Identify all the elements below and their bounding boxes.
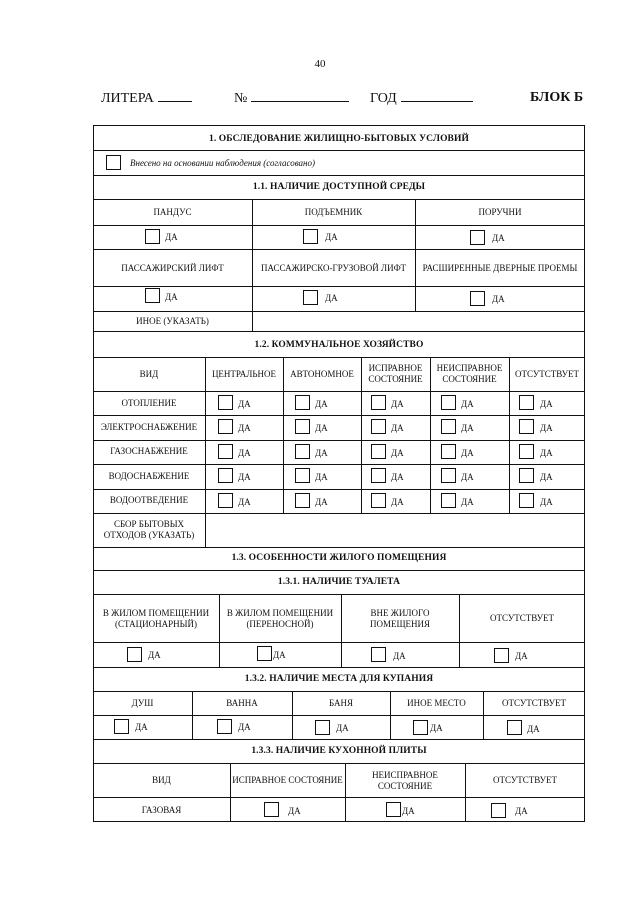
toilet-absent-checkbox[interactable] [494, 648, 509, 663]
utility-water-checkbox[interactable] [218, 468, 233, 483]
utility-gas-checkbox[interactable] [519, 444, 534, 459]
utility-electricity-label: ЭЛЕКТРОСНАБЖЕНИЕ [100, 422, 198, 433]
stove-gas-faulty-checkbox[interactable] [386, 802, 401, 817]
utility-electricity-checkbox[interactable] [371, 419, 386, 434]
utility-sewage-checkbox[interactable] [371, 493, 386, 508]
wide-doors-yes-checkbox[interactable] [470, 291, 485, 306]
stove-gas-absent-checkbox[interactable] [491, 803, 506, 818]
utility-gas-checkbox[interactable] [441, 444, 456, 459]
utility-gas-checkbox[interactable] [371, 444, 386, 459]
toilet-outside-label: ВНЕ ЖИЛОГО ПОМЕЩЕНИЯ [369, 607, 431, 629]
utility-sewage-checkbox[interactable] [295, 493, 310, 508]
utility-gas-checkbox[interactable] [218, 444, 233, 459]
utility-water-checkbox[interactable] [295, 468, 310, 483]
col-absent: ОТСУТСТВУЕТ [515, 368, 579, 379]
utility-electricity-checkbox[interactable] [295, 419, 310, 434]
section-1-3-title: 1.3. ОСОБЕННОСТИ ЖИЛОГО ПОМЕЩЕНИЯ [231, 553, 447, 563]
other-env-label: ИНОЕ (УКАЗАТЬ) [136, 315, 209, 326]
bath-tub-label: ВАННА [226, 697, 258, 708]
stove-gas-label: ГАЗОВАЯ [141, 804, 182, 815]
stove-faulty-label: НЕИСПРАВНОЕ СОСТОЯНИЕ [372, 769, 438, 791]
year-label: ГОД [370, 91, 397, 106]
toilet-outside-checkbox[interactable] [371, 647, 386, 662]
handrails-label: ПОРУЧНИ [478, 206, 522, 217]
lift-yes-checkbox[interactable] [303, 229, 318, 244]
bath-other-checkbox[interactable] [413, 720, 428, 735]
utility-heating-checkbox[interactable] [371, 395, 386, 410]
col-faulty: НЕИСПРАВНОЕ СОСТОЯНИЕ [436, 363, 503, 384]
utility-electricity-checkbox[interactable] [441, 419, 456, 434]
page-number: 40 [314, 58, 326, 70]
col-type: ВИД [139, 368, 159, 379]
waste-collection-label: СБОР БЫТОВЫХ ОТХОДОВ (УКАЗАТЬ) [103, 519, 195, 540]
note-checkbox[interactable] [106, 155, 121, 170]
utility-water-checkbox[interactable] [441, 468, 456, 483]
toilet-portable-checkbox[interactable] [257, 646, 272, 661]
section-1-3-1-title: 1.3.1. НАЛИЧИЕ ТУАЛЕТА [277, 577, 401, 587]
block-label: БЛОК Б [530, 90, 584, 105]
utility-gas-checkbox[interactable] [295, 444, 310, 459]
section-1-title: 1. ОБСЛЕДОВАНИЕ ЖИЛИЩНО-БЫТОВЫХ УСЛОВИЙ [209, 134, 469, 144]
toilet-portable-label: В ЖИЛОМ ПОМЕЩЕНИИ (ПЕРЕНОСНОЙ) [226, 607, 334, 629]
utility-heating-checkbox[interactable] [218, 395, 233, 410]
passenger-lift-yes-checkbox[interactable] [145, 288, 160, 303]
handrails-yes-checkbox[interactable] [470, 230, 485, 245]
freight-lift-yes-checkbox[interactable] [303, 290, 318, 305]
freight-lift-label: ПАССАЖИРСКО-ГРУЗОВОЙ ЛИФТ [260, 262, 407, 273]
utility-electricity-checkbox[interactable] [519, 419, 534, 434]
lift-label: ПОДЪЕМНИК [304, 206, 363, 217]
stove-absent-label: ОТСУТСТВУЕТ [493, 775, 557, 785]
passenger-lift-label: ПАССАЖИРСКИЙ ЛИФТ [121, 262, 224, 273]
col-autonomous: АВТОНОМНОЕ [290, 368, 354, 379]
section-1-3-2-title: 1.3.2. НАЛИЧИЕ МЕСТА ДЛЯ КУПАНИЯ [244, 674, 434, 684]
utility-electricity-checkbox[interactable] [218, 419, 233, 434]
bath-shower-checkbox[interactable] [114, 719, 129, 734]
utility-heating-label: ОТОПЛЕНИЕ [121, 397, 177, 408]
utility-heating-checkbox[interactable] [441, 395, 456, 410]
utility-gas-label: ГАЗОСНАБЖЕНИЕ [110, 446, 188, 457]
col-central: ЦЕНТРАЛЬНОЕ [211, 368, 277, 379]
toilet-absent-label: ОТСУТСТВУЕТ [490, 613, 554, 623]
stove-good-label: ИСПРАВНОЕ СОСТОЯНИЕ [232, 775, 343, 785]
stove-gas-good-checkbox[interactable] [264, 802, 279, 817]
utility-sewage-checkbox[interactable] [441, 493, 456, 508]
wide-doors-label: РАСШИРЕННЫЕ ДВЕРНЫЕ ПРОЕМЫ [422, 262, 578, 273]
litera-label: ЛИТЕРА [101, 91, 154, 106]
bath-absent-checkbox[interactable] [507, 720, 522, 735]
number-label: № [234, 91, 248, 106]
note-text: Внесено на основании наблюдения (согласовано) [130, 158, 316, 168]
utility-sewage-checkbox[interactable] [519, 493, 534, 508]
section-1-1-title: 1.1. НАЛИЧИЕ ДОСТУПНОЙ СРЕДЫ [252, 182, 426, 192]
bath-tub-checkbox[interactable] [217, 719, 232, 734]
ramp-yes-checkbox[interactable] [145, 229, 160, 244]
utility-heating-checkbox[interactable] [519, 395, 534, 410]
col-good: ИСПРАВНОЕ СОСТОЯНИЕ [368, 363, 423, 384]
number-field[interactable] [234, 90, 349, 107]
section-1-3-3-title: 1.3.3. НАЛИЧИЕ КУХОННОЙ ПЛИТЫ [251, 746, 427, 756]
utility-water-label: ВОДОСНАБЖЕНИЕ [108, 470, 190, 481]
ramp-label: ПАНДУС [153, 206, 192, 217]
utility-heating-checkbox[interactable] [295, 395, 310, 410]
bath-other-label: ИНОЕ МЕСТО [407, 697, 466, 708]
utility-water-checkbox[interactable] [371, 468, 386, 483]
bath-absent-label: ОТСУТСТВУЕТ [502, 697, 566, 708]
stove-type-label: ВИД [152, 775, 171, 785]
section-1-2-title: 1.2. КОММУНАЛЬНОЕ ХОЗЯЙСТВО [254, 340, 424, 350]
utility-sewage-label: ВОДООТВЕДЕНИЕ [109, 495, 189, 506]
litera-field[interactable] [101, 90, 192, 107]
toilet-stationary-checkbox[interactable] [127, 647, 142, 662]
utility-water-checkbox[interactable] [519, 468, 534, 483]
bath-shower-label: ДУШ [131, 697, 154, 708]
year-field[interactable] [370, 90, 473, 107]
bath-sauna-label: БАНЯ [328, 697, 354, 708]
utility-sewage-checkbox[interactable] [218, 493, 233, 508]
bath-sauna-checkbox[interactable] [315, 720, 330, 735]
toilet-stationary-label: В ЖИЛОМ ПОМЕЩЕНИИ (СТАЦИОНАРНЫЙ) [102, 607, 210, 629]
